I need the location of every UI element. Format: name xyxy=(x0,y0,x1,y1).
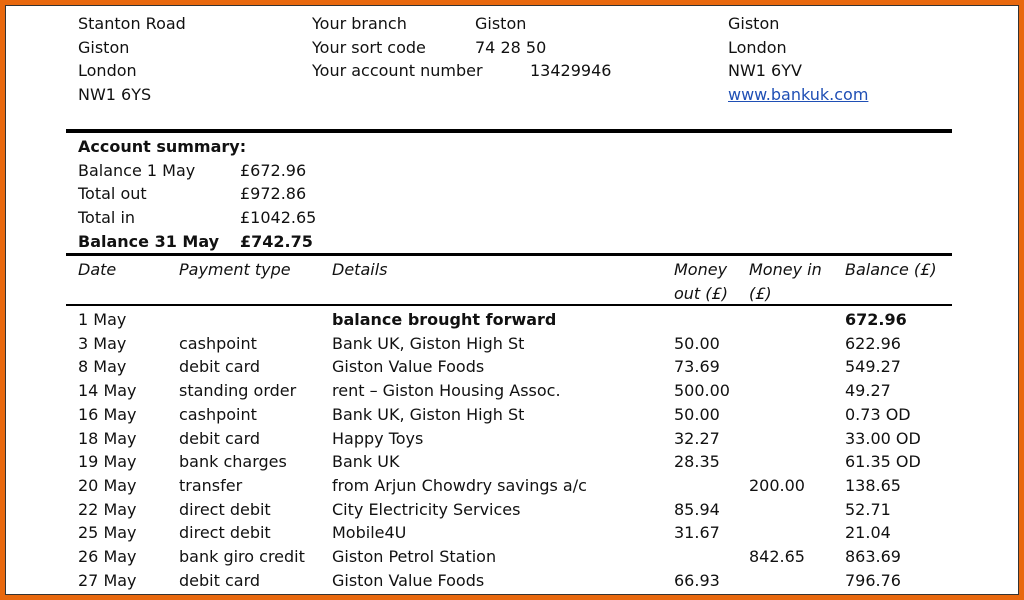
col-header-payment-type: Payment type xyxy=(179,260,291,279)
row-money-out: 50.00 xyxy=(674,333,720,353)
row-balance: 863.69 xyxy=(845,547,901,566)
summary-closing-label: Balance 31 May xyxy=(78,232,220,251)
row-balance: 622.96 xyxy=(845,333,901,353)
row-balance: 33.00 OD xyxy=(845,428,921,448)
row-payment-type: debit card xyxy=(179,428,261,448)
section-divider xyxy=(66,253,952,256)
row-payment-type: bank giro credit xyxy=(179,547,305,566)
branch-value: Giston xyxy=(475,14,527,33)
summary-label: Total in xyxy=(78,208,136,227)
row-payment-type: cashpoint xyxy=(179,404,257,424)
section-divider xyxy=(66,129,952,133)
bank-address-line: London xyxy=(728,38,787,57)
customer-address-line: NW1 6YS xyxy=(78,85,152,104)
row-payment-type: direct debit xyxy=(179,523,271,543)
row-payment-type: transfer xyxy=(179,475,243,495)
row-money-in: 842.65 xyxy=(749,547,805,566)
row-date: 1 May xyxy=(78,310,127,329)
row-details: rent – Giston Housing Assoc. xyxy=(332,381,561,401)
summary-value: £1042.65 xyxy=(240,208,317,227)
row-details: Mobile4U xyxy=(332,523,407,543)
row-date: 16 May xyxy=(78,404,137,424)
row-details: from Arjun Chowdry savings a/c xyxy=(332,475,587,495)
row-money-out: 50.00 xyxy=(674,404,720,424)
row-date: 26 May xyxy=(78,547,137,566)
row-details: Giston Value Foods xyxy=(332,357,485,377)
row-balance: 61.35 OD xyxy=(845,452,921,472)
row-balance: 52.71 xyxy=(845,499,891,519)
row-money-out: 32.27 xyxy=(674,428,720,448)
sort-code-label: Your sort code xyxy=(312,38,426,57)
bank-website-link[interactable]: www.bankuk.com xyxy=(728,85,869,104)
row-money-out: 31.67 xyxy=(674,523,720,543)
col-header-money-in: Money in xyxy=(749,260,822,279)
summary-closing-value: £742.75 xyxy=(240,232,313,251)
summary-label: Total out xyxy=(78,184,147,203)
sort-code-value: 74 28 50 xyxy=(475,38,547,57)
row-date: 22 May xyxy=(78,499,137,519)
row-payment-type: debit card xyxy=(179,570,261,590)
row-date: 14 May xyxy=(78,381,137,401)
row-date: 3 May xyxy=(78,333,127,353)
row-balance: 21.04 xyxy=(845,523,891,543)
row-money-in: 200.00 xyxy=(749,475,805,495)
account-number-value: 13429946 xyxy=(530,61,612,80)
row-money-out: 85.94 xyxy=(674,499,720,519)
row-date: 25 May xyxy=(78,523,137,543)
summary-label: Balance 1 May xyxy=(78,161,196,180)
row-details: Bank UK xyxy=(332,452,400,472)
row-date: 27 May xyxy=(78,570,137,590)
row-payment-type: bank charges xyxy=(179,452,287,472)
row-date: 20 May xyxy=(78,475,137,495)
row-balance: 549.27 xyxy=(845,357,901,377)
row-money-out: 500.00 xyxy=(674,381,730,401)
customer-address-line: London xyxy=(78,61,137,80)
col-header-money-in: (£) xyxy=(749,284,772,303)
row-payment-type: standing order xyxy=(179,381,297,401)
row-balance: 138.65 xyxy=(845,475,901,495)
summary-title: Account summary: xyxy=(78,137,247,156)
customer-address-line: Stanton Road xyxy=(78,14,186,33)
account-number-label: Your account number xyxy=(312,61,483,80)
row-balance: 672.96 xyxy=(845,310,907,329)
customer-address-line: Giston xyxy=(78,38,130,57)
branch-label: Your branch xyxy=(312,14,407,33)
row-payment-type: direct debit xyxy=(179,499,271,519)
row-balance: 49.27 xyxy=(845,381,891,401)
col-header-balance: Balance (£) xyxy=(845,260,937,279)
row-date: 8 May xyxy=(78,357,127,377)
row-details: Giston Petrol Station xyxy=(332,547,497,566)
row-money-out: 73.69 xyxy=(674,357,720,377)
bank-address-line: Giston xyxy=(728,14,780,33)
row-money-out: 28.35 xyxy=(674,452,720,472)
col-header-money-out: Money xyxy=(674,260,728,279)
bank-address-line: NW1 6YV xyxy=(728,61,802,80)
row-details: Bank UK, Giston High St xyxy=(332,404,525,424)
row-details: balance brought forward xyxy=(332,310,557,329)
summary-value: £672.96 xyxy=(240,161,307,180)
row-money-out: 66.93 xyxy=(674,570,720,590)
row-date: 18 May xyxy=(78,428,137,448)
row-date: 19 May xyxy=(78,452,137,472)
row-payment-type: cashpoint xyxy=(179,333,257,353)
col-header-money-out: out (£) xyxy=(674,284,728,303)
bank-statement-page xyxy=(5,5,1019,595)
row-details: City Electricity Services xyxy=(332,499,521,519)
col-header-date: Date xyxy=(78,260,117,279)
col-header-details: Details xyxy=(332,260,388,279)
table-header-rule xyxy=(66,304,952,306)
row-balance: 0.73 OD xyxy=(845,404,911,424)
row-payment-type: debit card xyxy=(179,357,261,377)
summary-value: £972.86 xyxy=(240,184,307,203)
row-details: Happy Toys xyxy=(332,428,424,448)
row-balance: 796.76 xyxy=(845,570,901,590)
page-top-cut xyxy=(6,5,1019,9)
row-details: Bank UK, Giston High St xyxy=(332,333,525,353)
row-details: Giston Value Foods xyxy=(332,570,485,590)
